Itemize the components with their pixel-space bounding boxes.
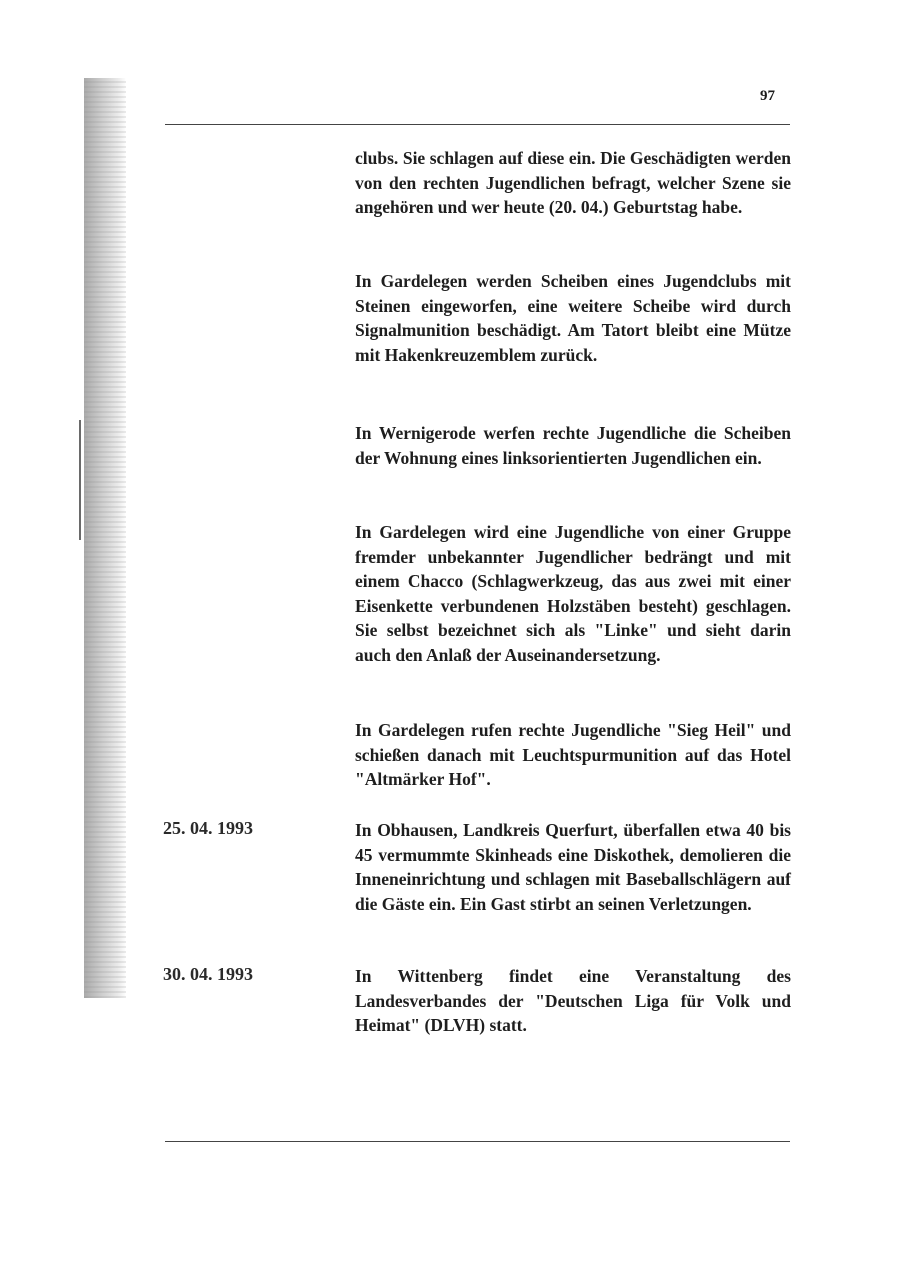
- chronicle-entry-text: In Gardelegen werden Scheiben eines Jugendclubs mit Steinen eingeworfen, eine weitere Scheibe wird durch Signalmunition beschädigt. Am Tatort bleibt eine Mütze mit Hakenkreuzemblem zurück.: [355, 271, 791, 365]
- chronicle-entry-text: In Gardelegen rufen rechte Jugendliche "Sieg Heil" und schießen danach mit Leuchtspurmunition auf das Hotel "Altmärker Hof".: [355, 720, 791, 789]
- chronicle-entry-text: clubs. Sie schlagen auf diese ein. Die Geschädigten werden von den rechten Jugendlichen befragt, welcher Szene sie angehören und wer heute (20. 04.) Geburtstag habe.: [355, 148, 791, 217]
- binding-mark: [79, 420, 81, 540]
- entry-date: 25. 04. 1993: [163, 818, 253, 838]
- scan-shadow-edge: [84, 78, 126, 998]
- header-rule: [165, 124, 790, 125]
- page-number: 97: [760, 88, 775, 104]
- footer-rule: [165, 1141, 790, 1142]
- chronicle-entry-text: In Wernigerode werfen rechte Jugendliche die Scheiben der Wohnung eines linksorientierten Jugendlichen ein.: [355, 423, 791, 468]
- chronicle-entry-text: In Wittenberg findet eine Veranstaltung des Landesverbandes der "Deutschen Liga für Volk und Heimat" (DLVH) statt.: [355, 966, 791, 1035]
- chronicle-entry-text: In Gardelegen wird eine Jugendliche von einer Gruppe fremder unbekannter Jugendlicher bedrängt und mit einem Chacco (Schlagwerkzeug, das aus zwei mit einer Eisenkette verbundenen Holzstäben besteht) geschlagen. Sie selbst bezeichnet sich als "Linke" und sieht darin auch den Anlaß der Auseinandersetzung.: [355, 522, 791, 665]
- entry-date: 30. 04. 1993: [163, 964, 253, 984]
- chronicle-entry-text: In Obhausen, Landkreis Querfurt, überfallen etwa 40 bis 45 vermummte Skinheads eine Diskothek, demolieren die Inneneinrichtung und schlagen mit Baseballschlägern auf die Gäste ein. Ein Gast stirbt an seinen Verletzungen.: [355, 820, 791, 914]
